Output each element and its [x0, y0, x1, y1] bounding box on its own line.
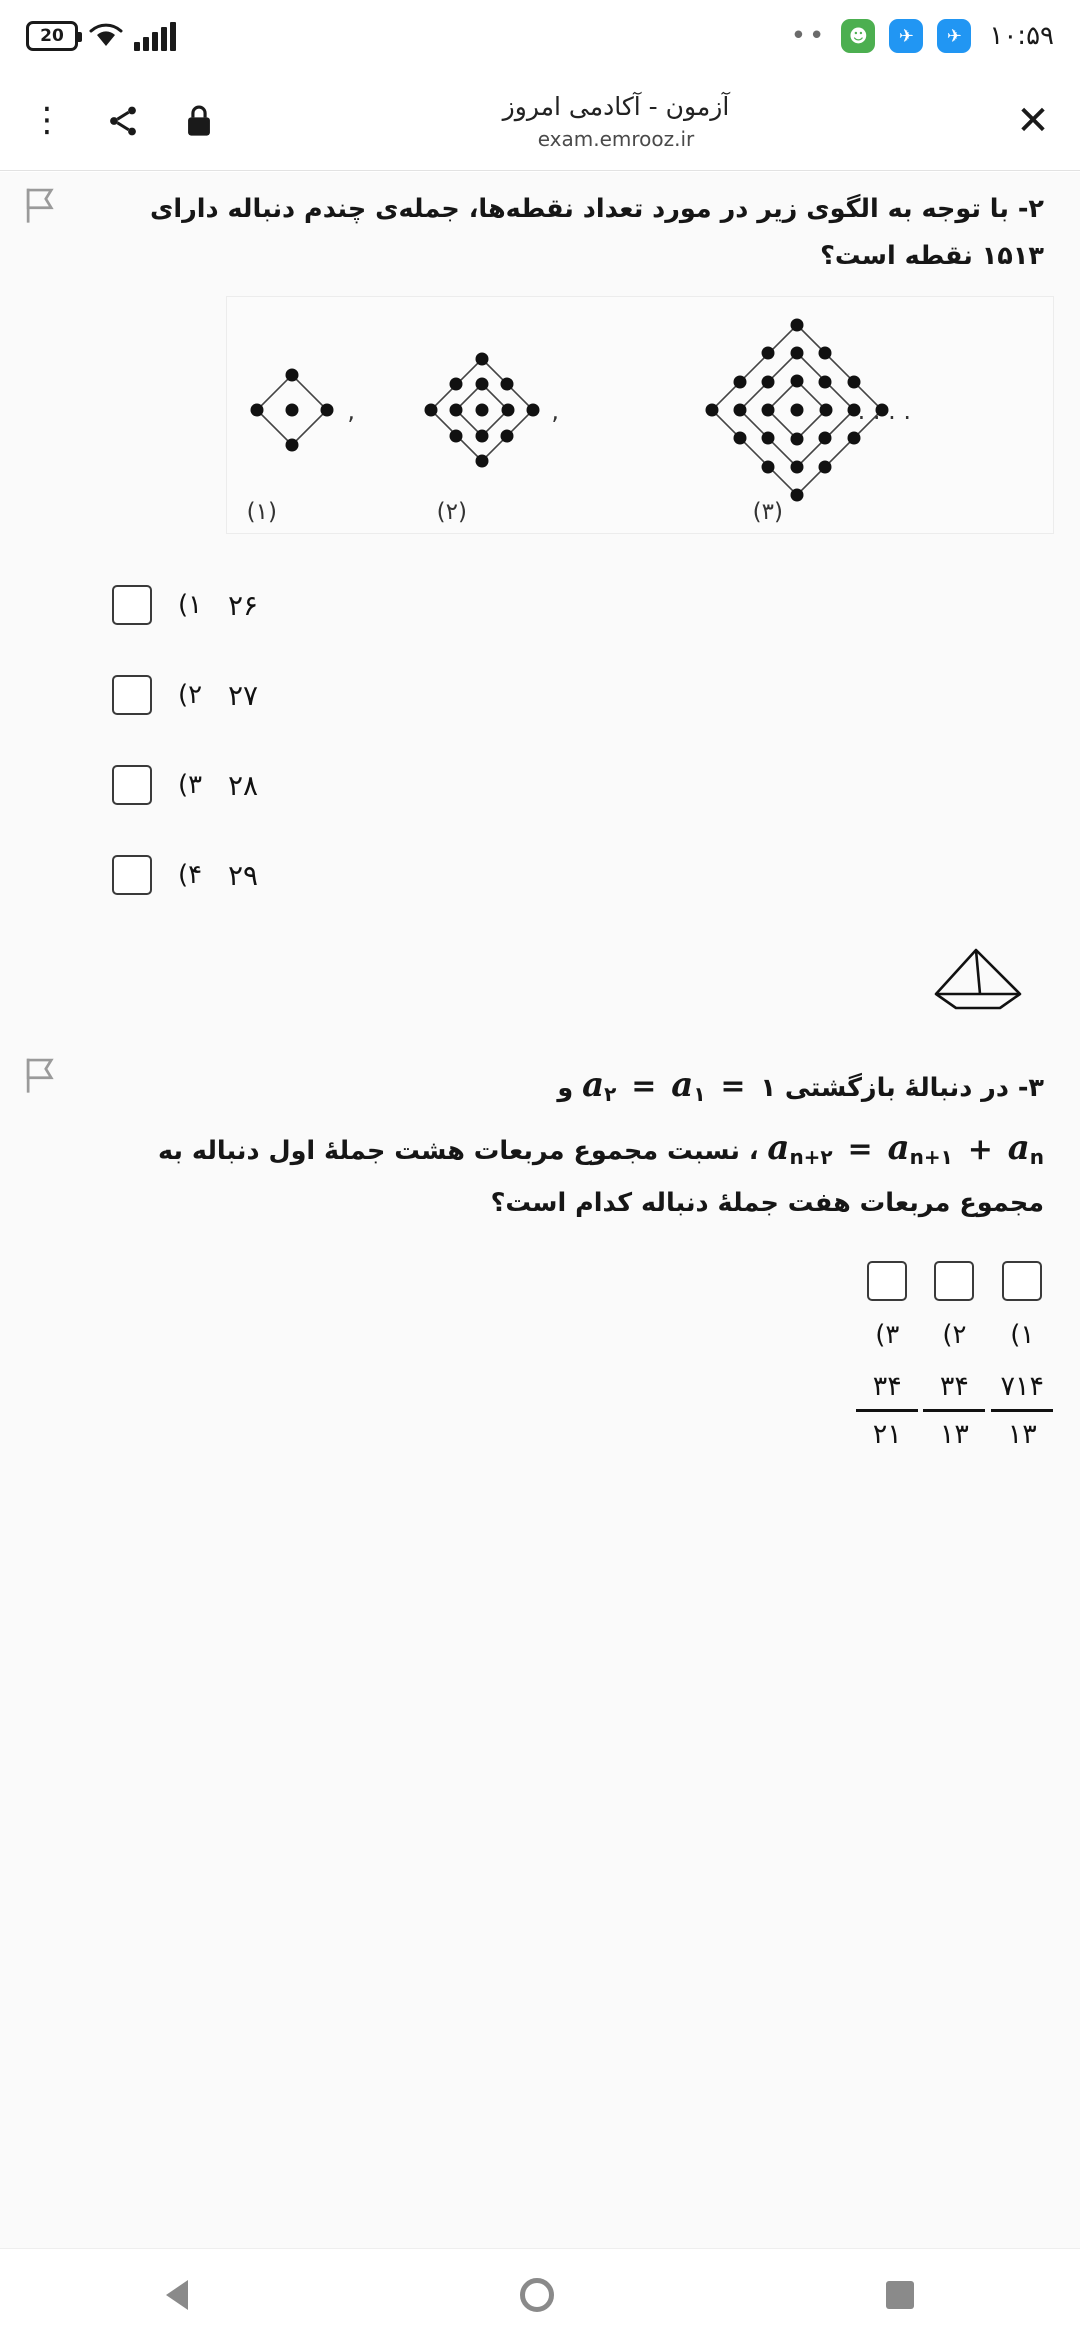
page-title: آزمون - آکادمی امروز	[502, 92, 730, 122]
fraction-denominator: ۱۳	[939, 1418, 969, 1450]
fraction-denominator: ۱۳	[1007, 1418, 1037, 1450]
q3-conjunction: و	[557, 1073, 574, 1104]
home-circle-icon[interactable]	[520, 2278, 554, 2312]
q3-sub-2: ۲	[604, 1082, 617, 1107]
page-url: exam.emrooz.ir	[537, 126, 695, 151]
option-checkbox-4[interactable]	[112, 855, 152, 895]
question-3-body-part2: ، نسبت مجموع مربعات هشت جملهٔ اول دنباله به مجموع مربعات هفت جملهٔ دنباله کدام است؟	[157, 1136, 1044, 1219]
title-bar-divider	[0, 170, 1080, 171]
status-bar-clock: ۱۰:۵۹	[989, 21, 1054, 51]
q3-eq-2: =	[631, 1069, 657, 1105]
title-bar-center	[222, 91, 1010, 150]
status-bar	[0, 0, 1080, 72]
close-icon[interactable]: ✕	[1016, 98, 1050, 144]
question-3-text	[26, 1054, 1054, 1227]
option-checkbox-3[interactable]	[112, 765, 152, 805]
option-label-1: ۱)	[177, 590, 203, 621]
figure-comma-1: ,	[347, 397, 355, 426]
flag-icon-q2[interactable]	[22, 186, 56, 224]
fraction-numerator: ۳۴	[939, 1371, 969, 1403]
option-checkbox-3[interactable]	[867, 1261, 907, 1301]
question-block-2	[0, 172, 1080, 1028]
more-dots-icon: ••	[790, 21, 828, 51]
question-2-options[interactable]	[26, 560, 1054, 920]
fraction-numerator: ۳۴	[872, 1371, 902, 1403]
option-row[interactable]	[112, 740, 1054, 830]
option-value-2: ۲۷	[228, 678, 259, 712]
flag-icon-q3[interactable]	[22, 1056, 56, 1094]
telegram-badge-icon-2: ✈	[937, 19, 971, 53]
android-nav-bar	[0, 2248, 1080, 2340]
kebab-menu-icon[interactable]: ⋮	[30, 100, 64, 141]
wifi-icon	[88, 22, 124, 50]
status-bar-right	[791, 19, 1054, 53]
figure-caption-1: (۱)	[246, 499, 277, 526]
option-row[interactable]	[923, 1261, 985, 1450]
back-triangle-icon[interactable]	[166, 2280, 188, 2310]
q3-var-an1: a	[887, 1128, 910, 1169]
share-icon[interactable]	[100, 98, 146, 144]
option-value-3: ۲۸	[228, 768, 259, 802]
battery-level-label: 20	[40, 26, 64, 46]
option-checkbox-1[interactable]	[1002, 1261, 1042, 1301]
option-checkbox-2[interactable]	[112, 675, 152, 715]
option-checkbox-1[interactable]	[112, 585, 152, 625]
fraction-bar	[923, 1409, 985, 1412]
telegram-badge-icon: ✈	[889, 19, 923, 53]
q3-sub-1: ۱	[693, 1082, 706, 1107]
fraction-numerator: ۷۱۴	[1000, 1371, 1044, 1403]
question-2-figure	[226, 296, 1054, 534]
option-label-1: ۱)	[1010, 1320, 1035, 1351]
option-row[interactable]	[112, 650, 1054, 740]
question-block-3	[0, 1028, 1080, 1450]
browser-title-bar	[0, 72, 1080, 170]
q3-sub-n2: n+۲	[789, 1145, 833, 1170]
q3-var-a2: a	[582, 1065, 605, 1106]
q3-sub-n: n	[1029, 1145, 1044, 1170]
q3-var-an: a	[1007, 1128, 1030, 1169]
exam-content[interactable]	[0, 172, 1080, 2248]
question-3-options[interactable]	[26, 1261, 1054, 1450]
whatsapp-badge-icon: ☻	[841, 19, 875, 53]
eraser-tool[interactable]	[26, 920, 1028, 1028]
q3-eq-3: =	[847, 1132, 873, 1168]
question-2-text	[26, 186, 1054, 280]
eraser-icon	[928, 944, 1028, 1014]
option-fraction-2	[923, 1371, 985, 1450]
figure-caption-3: (۳)	[752, 499, 783, 526]
question-2-body: با توجه به الگوی زیر در مورد تعداد نقطه‌ها، جمله‌ی چندم دنباله دارای ۱۵۱۳ نقطه است؟	[149, 194, 1044, 272]
option-label-3: ۳)	[177, 770, 203, 801]
figure-ellipsis: . . . .	[857, 397, 911, 426]
option-value-1: ۲۶	[228, 588, 259, 622]
question-2-number: ۲-	[1017, 194, 1044, 224]
figure-caption-2: (۲)	[436, 499, 467, 526]
option-value-4: ۲۹	[228, 858, 259, 892]
q3-eq-1: =	[720, 1069, 746, 1105]
q3-plus: +	[967, 1132, 993, 1168]
option-label-2: ۲)	[177, 680, 203, 711]
question-3-number: ۳-	[1017, 1073, 1044, 1104]
fraction-bar	[991, 1409, 1053, 1412]
fraction-bar	[856, 1409, 918, 1412]
option-label-4: ۴)	[177, 860, 203, 891]
recents-square-icon[interactable]	[886, 2281, 914, 2309]
question-3-body-part1: در دنبالهٔ بازگشتی ۱	[760, 1073, 1009, 1104]
battery-icon	[26, 21, 78, 51]
q3-var-a1: a	[671, 1065, 694, 1106]
option-row[interactable]	[112, 830, 1054, 920]
cellular-signal-icon	[134, 21, 176, 51]
option-row[interactable]	[856, 1261, 918, 1450]
option-row[interactable]	[112, 560, 1054, 650]
option-label-3: ۳)	[875, 1320, 900, 1351]
figure-comma-2: ,	[551, 397, 559, 426]
fraction-denominator: ۲۱	[872, 1418, 902, 1450]
option-row[interactable]	[990, 1261, 1054, 1450]
q3-sub-n1: n+۱	[909, 1145, 953, 1170]
title-bar-icon-group	[24, 98, 222, 144]
option-label-2: ۲)	[942, 1320, 967, 1351]
option-fraction-1	[990, 1371, 1054, 1450]
option-checkbox-2[interactable]	[934, 1261, 974, 1301]
option-fraction-3	[856, 1371, 918, 1450]
q3-var-an2: a	[767, 1128, 790, 1169]
lock-icon[interactable]	[176, 98, 222, 144]
status-bar-left	[26, 21, 176, 51]
